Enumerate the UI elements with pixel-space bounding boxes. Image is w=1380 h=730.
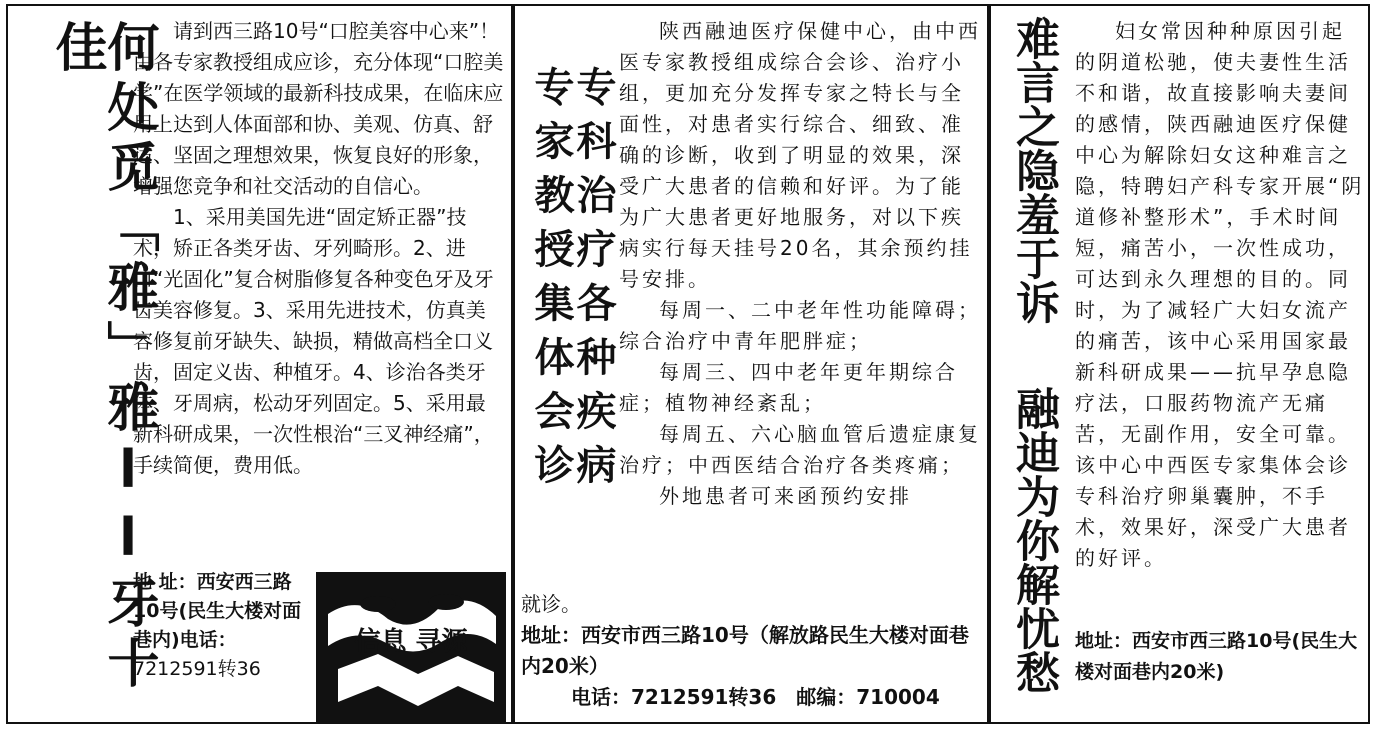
dental-ad-services: 1、采用美国先进“固定矫正器”技术，矫正各类牙齿、牙列畸形。2、进口“光固化”复合树脂修复各种变色牙及牙齿美容修复。3、采用先进技术，仿真美容修复前牙缺失、缺损，精做高档全口义齿，固定义齿、种植牙。4、诊治各类牙体、牙周病，松动牙列固定。5、采用最新科研成果，一次性根治“三叉神经痛”，手续简便，费用低。 [133, 205, 494, 477]
clinic-schedule-mon-tue: 每周一、二中老年性功能障碍；综合治疗中青年肥胖症； [619, 298, 981, 353]
logo-graphic [318, 574, 504, 720]
clinic-ad-body [619, 16, 983, 512]
dental-ad-body [133, 16, 505, 481]
clinic-schedule-wed-thu: 每周三、四中老年更年期综合症；植物神经紊乱； [619, 360, 958, 415]
gyn-ad-address: 地址：西安市西三路10号(民生大楼对面巷内20米) [1075, 630, 1358, 683]
dental-ad-address-text: 地 址：西安西三路10号(民生大楼对面巷内)电话： [133, 571, 302, 651]
gyn-headline-top: 难言之隐羞于诉 [1008, 16, 1059, 324]
clinic-headline-right: 专科治疗各种疾病 [570, 66, 616, 498]
dental-ad-phone: 7212591转36 [133, 658, 261, 680]
dental-ad-intro: 请到西三路10号“口腔美容中心来”！由各专家教授组成应诊，充分体现“口腔美学”在医学领域的最新科技成果，在临床应用上达到人体面部和协、美观、仿真、舒适、坚固之理想效果，恢复良好的形象，增强您竞争和社交活动的自信心。 [133, 19, 504, 198]
clinic-ad-intro: 陕西融迪医疗保健中心，由中西医专家教授组成综合会诊、治疗小组，更加充分发挥专家之特长与全面性，对患者实行综合、细致、准确的诊断，收到了明显的效果，深受广大患者的信赖和好评。为了能为广大患者更好地服务，对以下疾病实行每天挂号20名，其余预约挂号安排。 [619, 19, 981, 291]
clinic-ad-phone: 电话：7212591转36 邮编：710004 [571, 685, 940, 709]
clinic-schedule-fri-sat: 每周五、六心脑血管后遗症康复治疗；中西医结合治疗各类疼痛； [619, 422, 981, 477]
gyn-ad-paragraph: 妇女常因种种原因引起的阴道松驰，使夫妻性生活不和谐，故直接影响夫妻间的感情，陕西融迪医疗保健中心为解除妇女这种难言之隐，特聘妇产科专家开展“阴道修补整形术”，手术时间短，痛苦小，一次性成功，可达到永久理想的目的。同时，为了减轻广大妇女流产的痛苦，该中心采用国家最新科研成果——抗早孕息隐疗法，口服药物流产无痛苦，无副作用，安全可靠。该中心中西医专家集体会诊专科治疗卵巢囊肿，不手术，效果好，深受广大患者的好评。 [1075, 19, 1365, 570]
gynecology-ad [989, 4, 1370, 724]
dental-clinic-ad [6, 4, 513, 724]
dental-ad-headline: 何处觅「雅」雅ll牙十佳 [46, 20, 158, 696]
clinic-ad-footer [521, 589, 981, 713]
dental-ad-address [133, 568, 313, 684]
gyn-headline-bottom: 融迪为你解忧愁 [1008, 386, 1059, 694]
clinic-ad-tail: 就诊。 [521, 592, 581, 616]
logo-text: 信息 寻源 [354, 627, 468, 657]
clinic-ad-address: 地址：西安市西三路10号（解放路民生大楼对面巷内20米） [521, 623, 969, 678]
clinic-remote-patients: 外地患者可来函预约安排 [659, 484, 912, 508]
newspaper-ad-page [6, 4, 1370, 726]
integrated-clinic-ad [513, 4, 989, 724]
xinxi-xunyuan-logo [316, 572, 506, 722]
gyn-ad-body [1075, 16, 1365, 574]
clinic-headline-left: 专家教授集体会诊 [528, 66, 574, 498]
